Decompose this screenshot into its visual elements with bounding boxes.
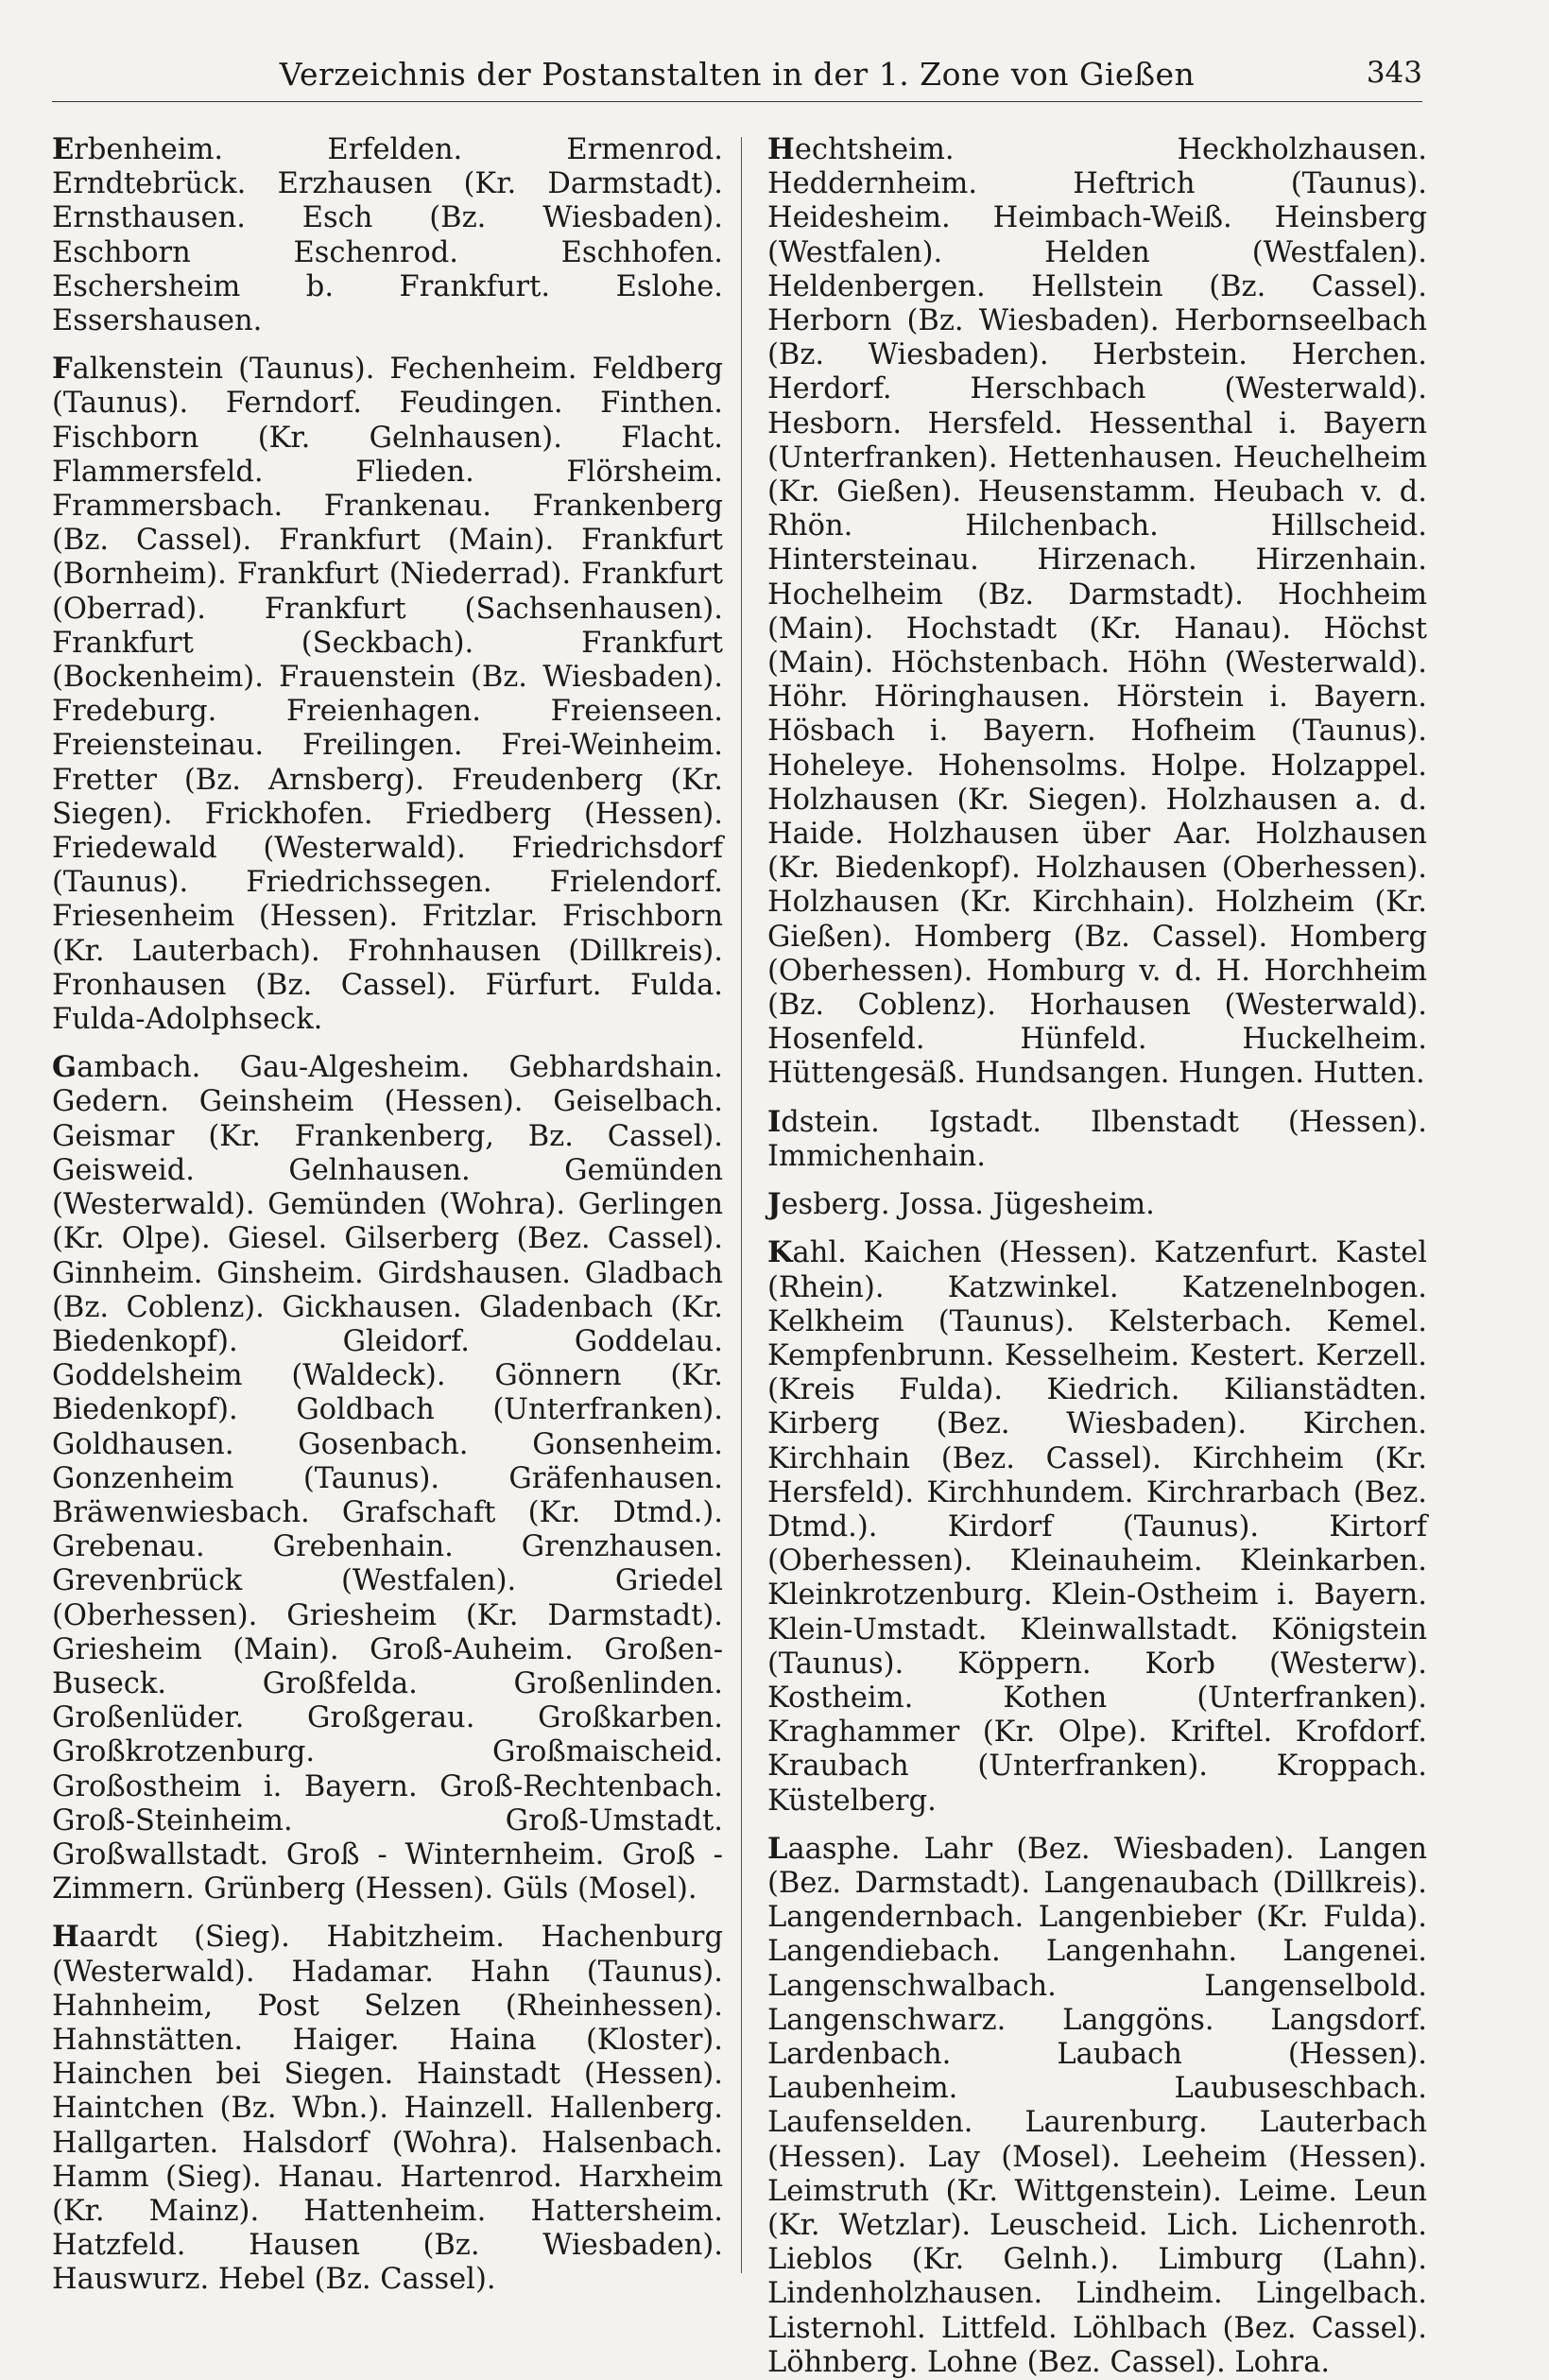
entry-block-e: Erbenheim. Erfelden. Ermenrod. Erndtebrück. Erzhausen (Kr. Darmstadt). Ernsthausen. Esch (Bz. Wiesbaden). Eschborn Eschenrod. Eschhofen. Eschersheim b. Frankfurt. Eslohe. Essershausen. [52,132,723,338]
running-title: Verzeichnis der Postanstalten in der 1. Zone von Gießen [279,56,1196,93]
entry-block-f: Falkenstein (Taunus). Fechenheim. Feldberg (Taunus). Ferndorf. Feudingen. Finthen. Fischborn (Kr. Gelnhausen). Flacht. Flammersfeld. Flieden. Flörsheim. Frammersbach. Frankenau. Frankenberg (Bz. Cassel). Frankfurt (Main). Frankfurt (Bornheim). Frankfurt (Niederrad). Frankfurt (Oberrad). Frankfurt (Sachsenhausen). Frankfurt (Seckbach). Frankfurt (Bockenheim). Frauenstein (Bz. Wiesbaden). Fredeburg. Freienhagen. Freienseen. Freiensteinau. Freilingen. Frei-Weinheim. Fretter (Bz. Arnsberg). Freudenberg (Kr. Siegen). Frickhofen. Friedberg (Hessen). Friedewald (Westerwald). Friedrichsdorf (Taunus). Friedrichssegen. Frielendorf. Friesenheim (Hessen). Fritzlar. Frischborn (Kr. Lauterbach). Frohnhausen (Dillkreis). Fronhausen (Bz. Cassel). Fürfurt. Fulda. Fulda-Adolphseck. [52,352,723,1037]
column-divider [741,137,742,2273]
entry-block-i: Idstein. Igstadt. Ilbenstadt (Hessen). Immichenhain. [767,1104,1427,1173]
entry-block-g: Gambach. Gau-Algesheim. Gebhardshain. Gedern. Geinsheim (Hessen). Geiselbach. Geismar (Kr. Frankenberg, Bz. Cassel). Geisweid. Gelnhausen. Gemünden (Westerwald). Gemünden (Wohra). Gerlingen (Kr. Olpe). Giesel. Gilserberg (Bez. Cassel). Ginnheim. Ginsheim. Girdshausen. Gladbach (Bz. Coblenz). Gickhausen. Gladenbach (Kr. Biedenkopf). Gleidorf. Goddelau. Goddelsheim (Waldeck). Gönnern (Kr. Biedenkopf). Goldbach (Unterfranken). Goldhausen. Gosenbach. Gonsenheim. Gonzenheim (Taunus). Gräfenhausen. Bräwenwiesbach. Grafschaft (Kr. Dtmd.). Grebenau. Grebenhain. Grenzhausen. Grevenbrück (Westfalen). Griedel (Oberhessen). Griesheim (Kr. Darmstadt). Griesheim (Main). Groß-Auheim. Großen-Buseck. Großfelda. Großenlinden. Großenlüder. Großgerau. Großkarben. Großkrotzenburg. Großmaischeid. Großostheim i. Bayern. Groß-Rechtenbach. Groß-Steinheim. Groß-Umstadt. Großwallstadt. Groß - Winternheim. Groß - Zimmern. Grünberg (Hessen). Güls (Mosel). [52,1050,723,1906]
entry-block-l: Laasphe. Lahr (Bez. Wiesbaden). Langen (Bez. Darmstadt). Langenaubach (Dillkreis). Langendernbach. Langenbieber (Kr. Fulda). Langendiebach. Langenhahn. Langenei. Langenschwalbach. Langenselbold. Langenschwarz. Langgöns. Langsdorf. Lardenbach. Laubach (Hessen). Laubenheim. Laubuseschbach. Laufenselden. Laurenburg. Lauterbach (Hessen). Lay (Mosel). Leeheim (Hessen). Leimstruth (Kr. Wittgenstein). Leime. Leun (Kr. Wetzlar). Leuscheid. Lich. Lichenroth. Lieblos (Kr. Gelnh.). Limburg (Lahn). Lindenholzhausen. Lindheim. Lingelbach. Listernohl. Littfeld. Löhlbach (Bez. Cassel). Löhnberg. Lohne (Bez. Cassel). Lohra. [767,1831,1427,2379]
entry-block-j: Jesberg. Jossa. Jügesheim. [767,1187,1155,1222]
entry-block-k: Kahl. Kaichen (Hessen). Katzenfurt. Kastel (Rhein). Katzwinkel. Katzenelnbogen. Kelkheim (Taunus). Kelsterbach. Kemel. Kempfenbrunn. Kesselheim. Kestert. Kerzell. (Kreis Fulda). Kiedrich. Kilianstädten. Kirberg (Bez. Wiesbaden). Kirchen. Kirchhain (Bez. Cassel). Kirchheim (Kr. Hersfeld). Kirchhundem. Kirchrarbach (Bez. Dtmd.). Kirdorf (Taunus). Kirtorf (Oberhessen). Kleinauheim. Kleinkarben. Kleinkrotzenburg. Klein-Ostheim i. Bayern. Klein-Umstadt. Kleinwallstadt. Königstein (Taunus). Köppern. Korb (Westerw). Kostheim. Kothen (Unterfranken). Kraghammer (Kr. Olpe). Kriftel. Krofdorf. Kraubach (Unterfranken). Kroppach. Küstelberg. [767,1235,1427,1818]
entry-block-h-cont: Hechtsheim. Heckholzhausen. Heddernheim. Heftrich (Taunus). Heidesheim. Heimbach-Weiß. Heinsberg (Westfalen). Helden (Westfalen). Heldenbergen. Hellstein (Bz. Cassel). Herborn (Bz. Wiesbaden). Herbornseelbach (Bz. Wiesbaden). Herbstein. Herchen. Herdorf. Herschbach (Westerwald). Hesborn. Hersfeld. Hessenthal i. Bayern (Unterfranken). Hettenhausen. Heuchelheim (Kr. Gießen). Heusenstamm. Heubach v. d. Rhön. Hilchenbach. Hillscheid. Hintersteinau. Hirzenach. Hirzenhain. Hochelheim (Bz. Darmstadt). Hochheim (Main). Hochstadt (Kr. Hanau). Höchst (Main). Höchstenbach. Höhn (Westerwald). Höhr. Höringhausen. Hörstein i. Bayern. Hösbach i. Bayern. Hofheim (Taunus). Hoheleye. Hohensolms. Holpe. Holzappel. Holzhausen (Kr. Siegen). Holzhausen a. d. Haide. Holzhausen über Aar. Holzhausen (Kr. Biedenkopf). Holzhausen (Oberhessen). Holzhausen (Kr. Kirchhain). Holzheim (Kr. Gießen). Homberg (Bz. Cassel). Homberg (Oberhessen). Homburg v. d. H. Horchheim (Bz. Coblenz). Horhausen (Westerwald). Hosenfeld. Hünfeld. Huckelheim. Hüttengesäß. Hundsangen. Hungen. Hutten. [767,132,1427,1091]
page-header [52,52,1422,102]
entry-block-h: Haardt (Sieg). Habitzheim. Hachenburg (Westerwald). Hadamar. Hahn (Taunus). Hahnheim, Post Selzen (Rheinhessen). Hahnstätten. Haiger. Haina (Kloster). Hainchen bei Siegen. Hainstadt (Hessen). Haintchen (Bz. Wbn.). Hainzell. Hallenberg. Hallgarten. Halsdorf (Wohra). Halsenbach. Hamm (Sieg). Hanau. Hartenrod. Harxheim (Kr. Mainz). Hattenheim. Hattersheim. Hatzfeld. Hausen (Bz. Wiesbaden). Hauswurz. Hebel (Bz. Cassel). [52,1920,723,2297]
left-column [52,132,723,2297]
page-number: 343 [1366,56,1422,90]
right-column [767,132,1427,2379]
